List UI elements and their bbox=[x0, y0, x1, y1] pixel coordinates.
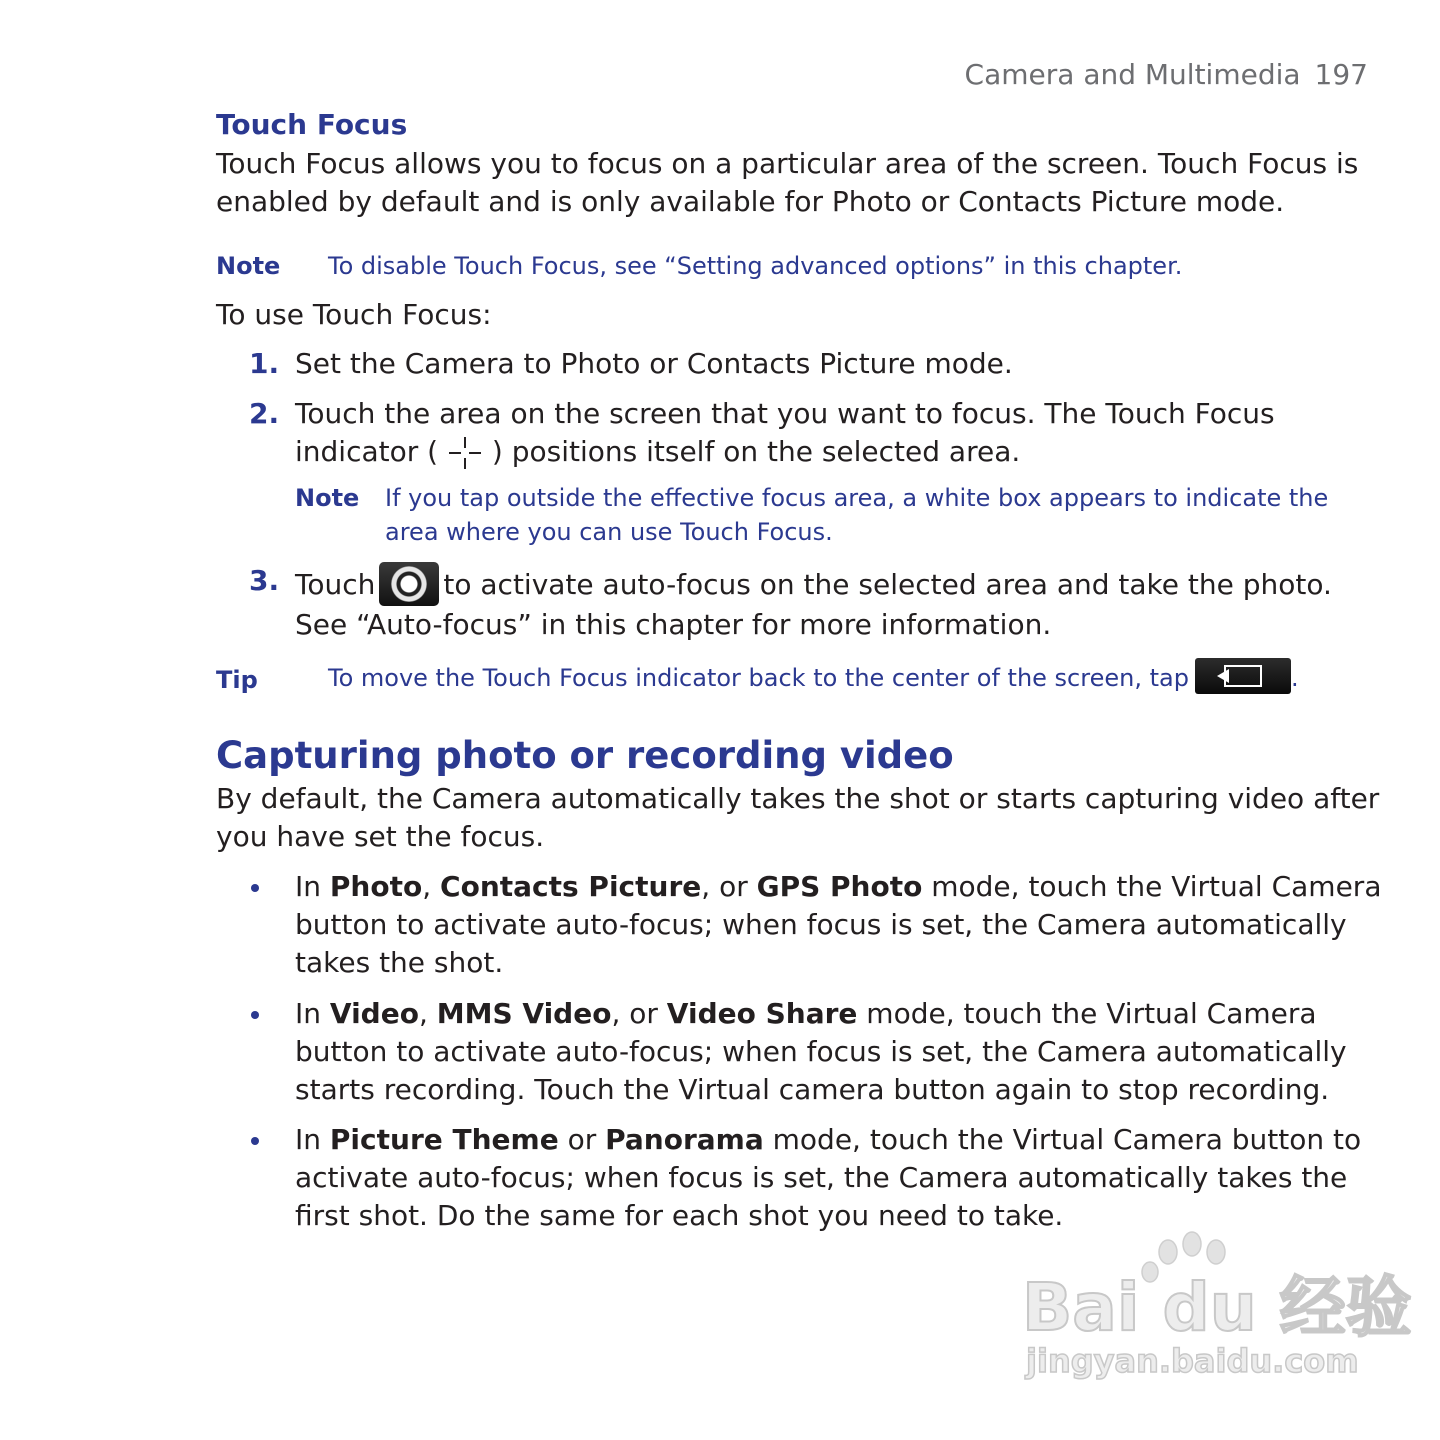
note-line: area where you can use Touch Focus. bbox=[385, 518, 833, 546]
step-line-part: to activate auto-focus on the selected area and take the photo. bbox=[443, 568, 1332, 601]
center-arrow-icon bbox=[1195, 658, 1291, 694]
bullet-text: In bbox=[295, 1123, 330, 1156]
note-label: Note bbox=[216, 252, 281, 280]
bullet-text: In bbox=[295, 997, 330, 1030]
step-text bbox=[295, 395, 1275, 471]
step-line-part: Touch bbox=[295, 568, 376, 601]
bullet-text: , or bbox=[701, 870, 757, 903]
bullet-line: activate auto-focus; when focus is set, the Camera automatically takes the bbox=[295, 1161, 1348, 1194]
step-text: Set the Camera to Photo or Contacts Picture mode. bbox=[295, 347, 1013, 380]
camera-shutter-icon bbox=[379, 562, 439, 606]
paragraph-line: enabled by default and is only available for Photo or Contacts Picture mode. bbox=[216, 185, 1285, 218]
bullet-text: In bbox=[295, 870, 330, 903]
bullet-marker bbox=[251, 1137, 259, 1145]
bullet-item bbox=[295, 995, 1347, 1109]
bullet-marker bbox=[251, 884, 259, 892]
bullet-text: mode, touch the Virtual Camera bbox=[857, 997, 1317, 1030]
mode-name: Contacts Picture bbox=[440, 870, 702, 903]
bullet-marker bbox=[251, 1011, 259, 1019]
step-line: Touch the area on the screen that you want to focus. The Touch Focus bbox=[295, 397, 1275, 430]
step-line bbox=[295, 433, 1275, 471]
mode-name: GPS Photo bbox=[756, 870, 923, 903]
chapter-title: Camera and Multimedia bbox=[964, 58, 1301, 91]
bullet-line: first shot. Do the same for each shot you need to take. bbox=[295, 1199, 1064, 1232]
note-label: Note bbox=[295, 484, 360, 512]
bullet-line bbox=[295, 868, 1381, 906]
bullet-line: button to activate auto-focus; when focus is set, the Camera automatically bbox=[295, 1035, 1347, 1068]
step-line-part: indicator ( bbox=[295, 435, 447, 468]
watermark-brand: Bai du 经验 bbox=[1022, 1269, 1412, 1346]
mode-name: Video bbox=[329, 997, 419, 1030]
note-text: To disable Touch Focus, see “Setting advanced options” in this chapter. bbox=[328, 252, 1183, 280]
bullet-item bbox=[295, 1121, 1361, 1235]
bullet-text: , or bbox=[611, 997, 667, 1030]
mode-name: Photo bbox=[329, 870, 423, 903]
step-number: 2. bbox=[249, 397, 280, 430]
bullet-text: , bbox=[422, 870, 441, 903]
tip-text-part: To move the Touch Focus indicator back to the center of the screen, tap bbox=[328, 664, 1189, 692]
bullet-text: mode, touch the Virtual Camera bbox=[922, 870, 1382, 903]
center-focus-button-icon bbox=[1195, 658, 1291, 694]
touch-focus-heading: Touch Focus bbox=[216, 108, 408, 141]
step-line: See “Auto-focus” in this chapter for more information. bbox=[295, 608, 1052, 641]
note-line: If you tap outside the effective focus area, a white box appears to indicate the bbox=[385, 484, 1329, 512]
lens-icon bbox=[391, 566, 427, 602]
bullet-line: takes the shot. bbox=[295, 946, 504, 979]
tip-text bbox=[328, 658, 1299, 695]
paragraph-line: Touch Focus allows you to focus on a particular area of the screen. Touch Focus is bbox=[216, 147, 1359, 180]
bullet-text: , bbox=[418, 997, 437, 1030]
bullet-line: button to activate auto-focus; when focus is set, the Camera automatically bbox=[295, 908, 1347, 941]
focus-indicator-icon bbox=[447, 435, 483, 471]
intro-text: To use Touch Focus: bbox=[216, 298, 492, 331]
mode-name: Picture Theme bbox=[329, 1123, 559, 1156]
touch-focus-paragraph bbox=[216, 145, 1358, 221]
mode-name: Video Share bbox=[666, 997, 858, 1030]
tip-label: Tip bbox=[216, 666, 258, 694]
step-number: 1. bbox=[249, 347, 280, 380]
mode-name: Panorama bbox=[605, 1123, 764, 1156]
bullet-item bbox=[295, 868, 1381, 982]
capturing-paragraph bbox=[216, 780, 1379, 856]
mode-name: MMS Video bbox=[436, 997, 612, 1030]
bullet-line bbox=[295, 995, 1347, 1033]
paragraph-line: By default, the Camera automatically takes the shot or starts capturing video after bbox=[216, 782, 1380, 815]
paragraph-line: you have set the focus. bbox=[216, 820, 545, 853]
baidu-jingyan-watermark bbox=[1020, 1230, 1412, 1390]
bullet-text: or bbox=[558, 1123, 606, 1156]
bullet-line bbox=[295, 1121, 1361, 1159]
page-header bbox=[965, 58, 1368, 91]
note-text bbox=[385, 481, 1328, 549]
bullet-text: mode, touch the Virtual Camera button to bbox=[763, 1123, 1362, 1156]
page-number: 197 bbox=[1314, 58, 1368, 91]
step-line-part: ) positions itself on the selected area. bbox=[482, 435, 1021, 468]
bullet-line: starts recording. Touch the Virtual camera button again to stop recording. bbox=[295, 1073, 1330, 1106]
step-text bbox=[295, 562, 1332, 644]
tip-end: . bbox=[1290, 664, 1299, 692]
capturing-heading: Capturing photo or recording video bbox=[216, 734, 954, 777]
step-line bbox=[295, 562, 1332, 606]
watermark-url: jingyan.baidu.com bbox=[1026, 1342, 1359, 1380]
step-number: 3. bbox=[249, 564, 280, 597]
